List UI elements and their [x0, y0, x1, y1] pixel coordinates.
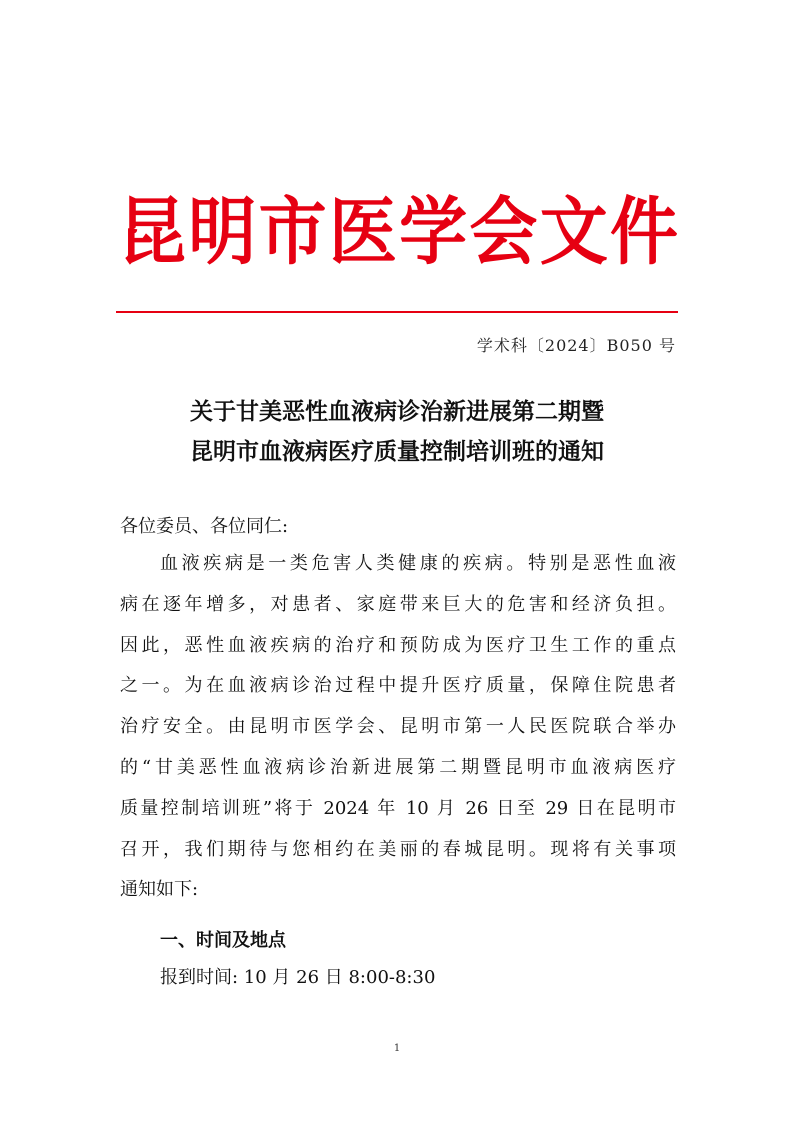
masthead-char: 明 — [188, 189, 257, 276]
salutation: 各位委员、各位同仁: — [120, 516, 289, 537]
masthead-char: 昆 — [118, 189, 187, 276]
title-line-2: 昆明市血液病医疗质量控制培训班的通知 — [190, 438, 604, 465]
page-number: 1 — [393, 1043, 401, 1054]
masthead-char: 学 — [399, 189, 468, 276]
body-line: 通知如下: — [120, 879, 199, 901]
body-paragraph — [120, 549, 676, 916]
body-line: 质量控制培训班”将于 2024 年 10 月 26 日至 29 日在昆明市 — [120, 797, 676, 819]
masthead-char: 文 — [539, 189, 608, 276]
masthead-char: 会 — [469, 189, 538, 276]
body-line: 血液疾病是一类危害人类健康的疾病。特别是恶性血液 — [160, 553, 676, 574]
section-heading-time-location: 一、时间及地点 — [160, 930, 286, 951]
body-line: 治疗安全。由昆明市医学会、昆明市第一人民医院联合举办 — [120, 716, 676, 738]
document-number: 学术科〔2024〕B050 号 — [476, 336, 676, 355]
registration-time: 报到时间: 10 月 26 日 8:00-8:30 — [160, 967, 436, 988]
body-line: 之一。为在血液病诊治过程中提升医疗质量，保障住院患者 — [120, 675, 676, 697]
masthead-char: 医 — [328, 189, 397, 276]
title-line-1: 关于甘美恶性血液病诊治新进展第二期暨 — [190, 398, 604, 425]
document-title — [100, 392, 694, 472]
masthead-title — [118, 188, 678, 278]
body-line: 召开，我们期待与您相约在美丽的春城昆明。现将有关事项 — [120, 838, 676, 860]
masthead-char: 件 — [609, 189, 678, 276]
masthead-char: 市 — [258, 189, 327, 276]
body-line: 因此，恶性血液疾病的治疗和预防成为医疗卫生工作的重点 — [120, 634, 676, 656]
masthead-divider — [116, 311, 678, 313]
body-line: 的“甘美恶性血液病诊治新进展第二期暨昆明市血液病医疗 — [120, 756, 676, 778]
body-line: 病在逐年增多，对患者、家庭带来巨大的危害和经济负担。 — [120, 593, 676, 615]
